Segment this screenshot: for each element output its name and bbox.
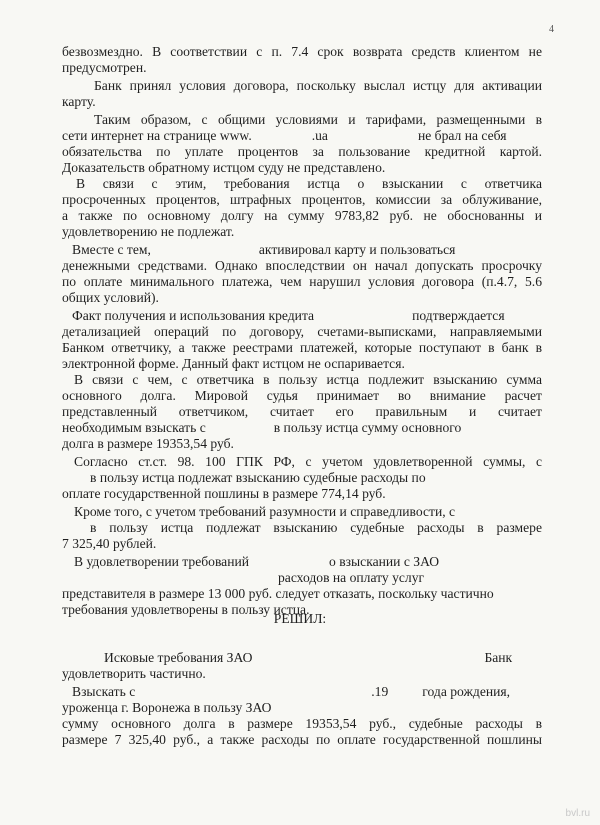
text-segment: Вместе с тем, xyxy=(72,242,151,257)
text-line: В связи с этим, требования истца о взыскании с ответчика xyxy=(76,176,542,191)
text-line: карту. xyxy=(62,94,96,109)
text-line: удовлетворению не подлежат. xyxy=(62,224,235,239)
text-segment: .19 xyxy=(371,684,389,699)
text-segment: не брал на себя xyxy=(417,128,507,143)
text-line: В связи с чем, с ответчика в пользу истца подлежит взысканию сумма xyxy=(74,372,542,387)
text-line: электронной форме. Данный факт истцом не оспаривается. xyxy=(62,356,405,371)
text-line xyxy=(72,242,542,258)
text-line xyxy=(62,420,542,436)
text-line: денежными средствами. Однако впоследствии он начал допускать просрочку xyxy=(62,258,542,273)
text-line: Доказательств обратному истцом суду не представлено. xyxy=(62,160,386,175)
text-line: представленный ответчиком, считает его правильным и считает xyxy=(62,404,542,419)
text-line: сумму основного долга в размере 19353,54 руб., судебные расходы в xyxy=(62,716,542,731)
text-line: 7 325,40 рублей. xyxy=(62,536,157,551)
text-line: оплате государственной пошлины в размере 774,14 руб. xyxy=(62,486,386,501)
text-line: основного долга. Мировой судья принимает во внимание расчет xyxy=(62,388,542,403)
text-segment: необходимым взыскать с xyxy=(62,420,206,435)
text-line: Согласно ст.ст. 98. 100 ГПК РФ, с учетом удовлетворенной суммы, с xyxy=(74,454,542,469)
text-segment: .ua xyxy=(311,128,328,143)
watermark: bvl.ru xyxy=(565,808,590,819)
text-line: общих условий). xyxy=(62,290,159,305)
text-line xyxy=(62,128,542,144)
text-line: безвозмездно. В соответствии с п. 7.4 срок возврата средств клиентом не xyxy=(62,44,542,59)
text-line: расходов на оплату услуг xyxy=(278,570,425,585)
text-line: обязательства по уплате процентов за пользование кредитной картой. xyxy=(62,144,542,159)
text-segment: Факт получения и использования кредита xyxy=(72,308,315,323)
text-line: предусмотрен. xyxy=(62,60,147,75)
text-line: Кроме того, с учетом требований разумности и справедливости, с xyxy=(74,504,456,519)
text-line xyxy=(72,684,542,700)
text-line: Банком ответчику, а также реестрами платежей, которые поступают в банк в xyxy=(62,340,542,355)
text-line xyxy=(72,308,542,324)
text-line: представителя в размере 13 000 руб. следует отказать, поскольку частично xyxy=(62,586,494,601)
text-segment: Банк xyxy=(484,650,513,665)
text-line: Таким образом, с общими условиями и тарифами, размещенными в xyxy=(94,112,542,127)
text-line: в пользу истца подлежат взысканию судебные расходы в размере xyxy=(90,520,542,535)
text-segment: подтверждается xyxy=(412,308,505,323)
text-line: требования удовлетворены в пользу истца. xyxy=(62,602,310,617)
text-line: уроженца г. Воронежа в пользу ЗАО xyxy=(62,700,272,715)
text-line: а также по основному долгу на сумму 9783,82 руб. не обоснованны и xyxy=(62,208,542,223)
text-segment: о взыскании с ЗАО xyxy=(329,554,440,569)
page-number: 4 xyxy=(549,24,554,35)
text-segment: года рождения, xyxy=(422,684,511,699)
text-segment: в пользу истца сумму основного xyxy=(273,420,462,435)
text-segment: В удовлетворении требований xyxy=(74,554,250,569)
text-segment: сети интернет на странице www. xyxy=(62,128,252,143)
text-line xyxy=(104,650,542,666)
text-line: удовлетворить частично. xyxy=(62,666,206,681)
text-line: по оплате минимального платежа, чем нарушил условия договора (п.4.7, 5.6 xyxy=(62,274,542,289)
text-line: долга в размере 19353,54 руб. xyxy=(62,436,234,451)
text-line: Банк принял условия договора, поскольку выслал истцу для активации xyxy=(94,78,542,93)
text-line: просроченных процентов, штрафных процентов, комиссии за облуживание, xyxy=(62,192,542,207)
text-line: в пользу истца подлежат взысканию судебные расходы по xyxy=(90,470,426,485)
text-line: размере 7 325,40 руб., а также расходы по оплате государственной пошлины xyxy=(62,732,542,747)
text-line xyxy=(74,554,542,570)
text-line: детализацией операций по договору, счетами-выписками, направляемыми xyxy=(62,324,542,339)
text-segment: активировал карту и пользоваться xyxy=(258,242,456,257)
text-segment: Исковые требования ЗАО xyxy=(104,650,253,665)
section-heading: РЕШИЛ: xyxy=(273,611,327,626)
text-segment: Взыскать с xyxy=(72,684,136,699)
